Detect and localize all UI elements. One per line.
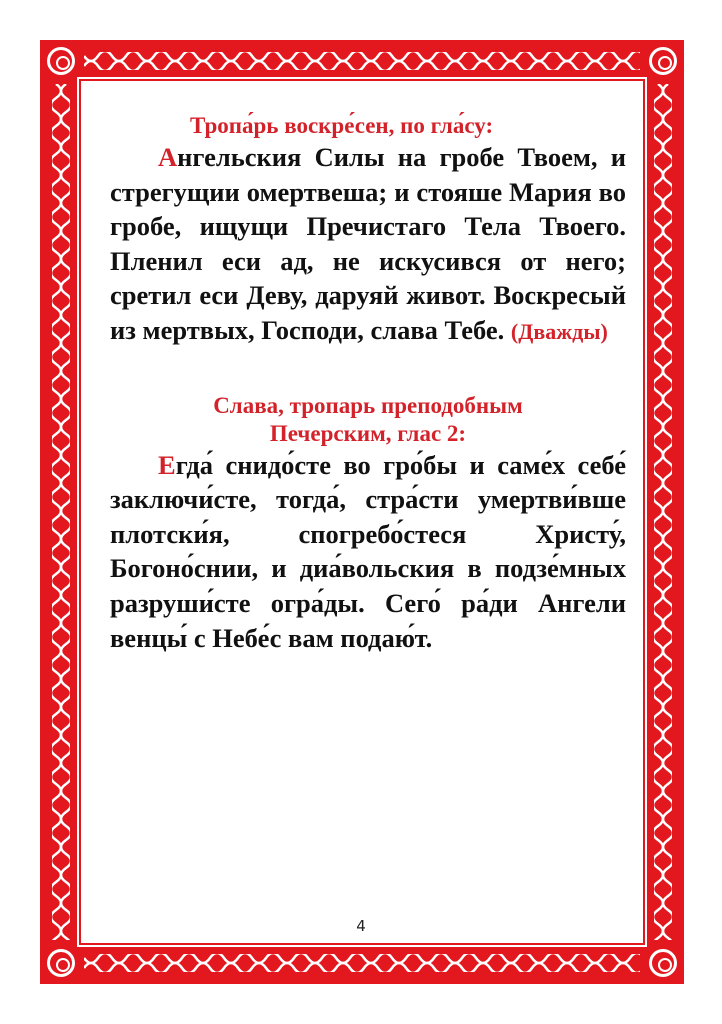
drop-initial: А xyxy=(158,142,178,172)
troparion-text xyxy=(110,140,626,350)
glory-troparion-body: гда́ снидо́сте во гро́бы и саме́х себе́ заключи́сте, тогда́, стра́сти умертви́вше плотски́я, спогребо́стеся Христу́, Богоно́снии, и диа́вольския в подзе́мных разруши́сте огра́ды. Сего́ ра́ди Ангели венцы́ с Небе́с вам подаю́т. xyxy=(110,449,626,653)
braid-border-right xyxy=(654,84,672,940)
page-number: 4 xyxy=(356,917,366,935)
section-heading-glory-line1: Слава, тропарь преподобным xyxy=(213,392,523,418)
glory-troparion-text xyxy=(110,448,626,656)
drop-initial: Е xyxy=(158,449,176,480)
section-heading-troparion: Тропа́рь воскре́сен, по гла́су: xyxy=(190,113,494,138)
braid-border-top xyxy=(84,52,640,70)
braid-border-bottom xyxy=(84,954,640,972)
braid-border-left xyxy=(52,84,70,940)
corner-ornament-icon xyxy=(649,47,677,75)
corner-ornament-icon xyxy=(47,47,75,75)
section-heading-glory-line2: Печерским, глас 2: xyxy=(269,420,467,446)
troparion-body: нгельския Силы на гробе Твоем, и стрегущии омертвеша; и стояше Мария во гробе, ищущи Пречистаго Тела Твоего. Пленил еси ад, не искусився от него; сретил еси Деву, даруяй живот. Воскресый из мертвых, Господи, слава Тебе. xyxy=(110,142,626,345)
corner-ornament-icon xyxy=(649,949,677,977)
repeat-note: (Дважды) xyxy=(510,318,608,344)
corner-ornament-icon xyxy=(47,949,75,977)
document-body xyxy=(110,112,626,655)
